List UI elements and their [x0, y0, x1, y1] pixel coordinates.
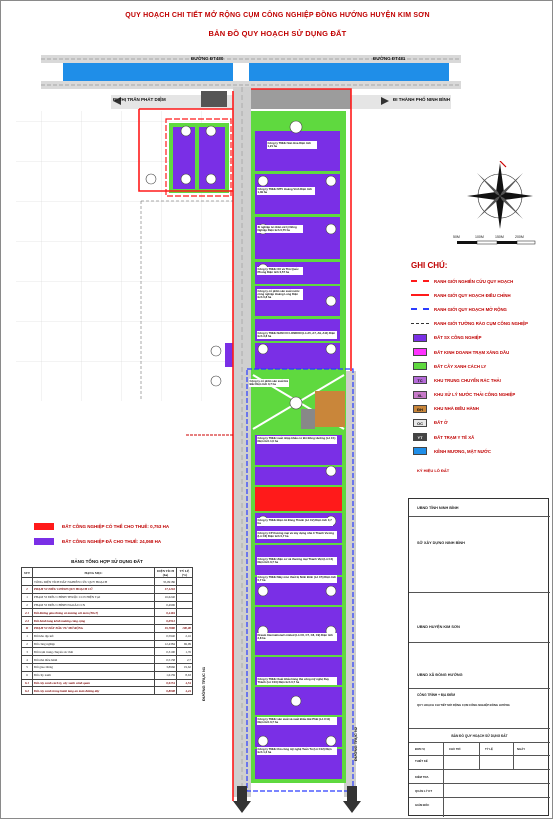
tb-drawing-name: BẢN ĐỒ QUY HOẠCH SỬ DỤNG ĐẤT	[409, 729, 550, 743]
plot-label: Công ty TNHH sản xuất và xuất khẩu Hải Phát (Lô C11) Diện tích 0,7 ha	[257, 717, 337, 725]
plot-label: Công ty TNHH điện cơ và thương mại Thanh Việt (Lô C4) Diện tích 0,7 ha	[257, 557, 337, 565]
table-cell-stt: 3	[22, 648, 33, 656]
table-cell-percent: 100,00	[177, 624, 193, 632]
table-cell-item: Đất nhà điều hành	[33, 656, 155, 664]
table-cell-area: 17,1216	[155, 585, 177, 593]
table-cell-area: 0,8008	[155, 687, 177, 695]
legend-item: RANH GIỚI TƯỜNG RÀO CỤM CÔNG NGHIỆP	[411, 317, 551, 331]
legend-item: TC KHU TRUNG CHUYỂN RÁC THẢI	[411, 373, 551, 387]
table-cell-area: 0,5158	[155, 656, 177, 664]
table-cell-item: Đất giao thông	[33, 663, 155, 671]
legend-item: YT ĐẤT TRẠM Y TẾ XÃ	[411, 430, 551, 444]
title-block	[408, 498, 549, 816]
table-cell-area: 19,7680	[155, 624, 177, 632]
land-key-leased: ĐẤT CÔNG NGHIỆP ĐÃ CHO THUÊ: 24,068 HA	[34, 538, 234, 545]
plot-label: Công ty TNHH Xuất khẩu hàng thủ công mỹ nghệ Duy Thành (Lô C10) Diện tích 0,7 ha	[257, 677, 337, 685]
table-cell-stt: 2	[22, 601, 33, 609]
table-cell-item: Đất trạm trung chuyển rác thải	[33, 648, 155, 656]
direction-right: ĐI THÀNH PHỐ NINH BÌNH	[393, 97, 450, 102]
table-row	[22, 663, 193, 671]
table-cell-percent: 2,7	[177, 656, 193, 664]
map-subtitle: BẢN ĐỒ QUY HOẠCH SỬ DỤNG ĐẤT	[208, 29, 347, 38]
legend-item: ĐẤT KINH DOANH TRẠM XĂNG DẦU	[411, 345, 551, 359]
table-row	[22, 624, 193, 632]
table-cell-stt: 2.2	[22, 617, 33, 625]
table-cell-stt: 4	[22, 656, 33, 664]
table-row	[22, 578, 193, 586]
scale-label: 150M	[495, 235, 504, 239]
plot-symbol-note: KÝ HIỆU LÔ ĐẤT	[417, 468, 450, 473]
table-cell-item: Đất cây xanh	[33, 671, 155, 679]
table-cell-percent	[177, 617, 193, 625]
table-cell-area: 1,6159	[155, 671, 177, 679]
table-row	[22, 593, 193, 601]
table-row	[22, 601, 193, 609]
table-row	[22, 656, 193, 664]
plot-n1	[255, 131, 340, 171]
table-cell-area: 16,6240	[155, 593, 177, 601]
plot-label: Công ty CP thương mại và xây dựng nhà ở Thanh Vương (Lô C3) Diện tích 0,7 ha	[257, 531, 337, 539]
gate-area	[251, 89, 351, 109]
table-cell-percent: 8,63	[177, 671, 193, 679]
table-cell-area: 0,4996	[155, 601, 177, 609]
legend-item: OC ĐẤT Ở	[411, 416, 551, 430]
wastewater-block	[315, 391, 345, 427]
table-cell-stt: 1	[22, 593, 33, 601]
table-cell-stt	[22, 578, 33, 586]
legend-item: RANH GIỚI QUY HOẠCH ĐIỀU CHỈNH	[411, 288, 551, 302]
plot-label: Công ty TNHH Điện tử Đông Thành (Lô C2) Diện tích 0,7 ha	[257, 517, 332, 525]
plot-label: Công ty TNHH Sản Hòa Diện tích 1,21 ha	[267, 141, 317, 149]
table-cell-stt: I	[22, 585, 33, 593]
table-cell-item: Đất kho tập kết	[33, 632, 155, 640]
table-cell-item: Đất đường giao thông và mương xói mòn (ĐGT)	[33, 609, 155, 617]
plot-label: Công ty TNHH XX và Thủ Quốc Phong Diện tích 0,57 ha	[257, 267, 303, 275]
plot-label: Công ty TNHH thủ công mỹ nghệ Tuấn Tú (Lô C12) Diện tích 1,2 ha	[257, 747, 337, 755]
plot-label: Công ty TNHH MTV Hoàng Vinh Diện tích 1,49 ha	[257, 187, 315, 195]
tb-cell: NGÀY	[517, 747, 526, 751]
table-cell-area: 0,5940	[155, 632, 177, 640]
road-bottom-left: ĐƯỜNG TRỤC N1	[201, 666, 206, 701]
plot-n3	[255, 217, 340, 259]
table-header: DIỆN TÍCH (ha)	[155, 568, 177, 578]
legend-item: KÊNH MƯƠNG, MẶT NƯỚC	[411, 444, 551, 458]
table-cell-area: 0,3100	[155, 648, 177, 656]
table-cell-item: Đất hành lang kênh mương công cộng	[33, 617, 155, 625]
table-cell-item: PHẠM VI ĐIỀU CHỈNH NGOÀI CCN	[33, 601, 155, 609]
table-cell-stt: 5	[22, 663, 33, 671]
table-title: BẢNG TỔNG HỢP SỬ DỤNG ĐẤT	[71, 559, 143, 564]
land-key-available: ĐẤT CÔNG NGHIỆP CÓ THỂ CHO THUÊ: 0,753 HA	[34, 523, 234, 530]
table-cell-percent	[177, 578, 193, 586]
scale-label: 100M	[475, 235, 484, 239]
table-cell-item: Đất cây xanh trong hành lang an toàn đường dây	[33, 687, 155, 695]
tb-cell: GIÁM ĐỐC	[415, 803, 430, 807]
table-cell-area: 3,8966	[155, 663, 177, 671]
table-header: HẠNG MỤC	[33, 568, 155, 578]
north-arrow-icon	[465, 161, 535, 231]
table-cell-percent: 69,99	[177, 640, 193, 648]
tb-cell: TỶ LỆ	[485, 747, 493, 751]
legend	[411, 261, 551, 458]
tb-cell: ĐƠN VỊ	[415, 747, 425, 751]
road-label-left: ĐƯỜNG ĐT480	[191, 56, 224, 61]
legend-item: RANH GIỚI NGHIÊN CỨU QUY HOẠCH	[411, 274, 551, 288]
plot-label: Dream International Limited (Lô C6, C7, C8, C9) Diện tích 2,8 ha	[257, 633, 337, 641]
table-cell-item: PHẠM VI ĐIỀU CHỈNH QUY HOẠCH CŨ	[33, 585, 155, 593]
plot-label: Công ty cổ phần sản xuất nước công nghiệp Hoàng Long Diện tích 0,8 ha	[257, 289, 303, 300]
table-cell-percent	[177, 585, 193, 593]
direction-left: ĐI THỊ TRẤN PHÁT DIỆM	[113, 97, 166, 102]
table-cell-percent: 1,76	[177, 648, 193, 656]
scale-label: 50M	[453, 235, 460, 239]
tb-cell: CHỦ TRÌ	[449, 747, 461, 751]
legend-item: RANH GIỚI QUY HOẠCH MỞ RỘNG	[411, 302, 551, 316]
tb-cell: KIỂM TRA	[415, 775, 429, 779]
canal-left	[63, 63, 233, 81]
table-row	[22, 679, 193, 687]
table-cell-percent: 19,62	[177, 663, 193, 671]
table-cell-stt: 6	[22, 671, 33, 679]
table-row	[22, 687, 193, 695]
table-cell-item: Đất cây xanh cách ly, cây xanh cảnh quan	[33, 679, 155, 687]
plot-label: Công ty TNHH xuất nhập khẩu cơ khí Đông Hướng (Lô C1) Diện tích 1,0 ha	[257, 435, 336, 443]
legend-item: ĐẤT SX CÔNG NGHIỆP	[411, 331, 551, 345]
plot-available	[255, 487, 342, 511]
table-cell-percent	[177, 601, 193, 609]
west-building	[201, 91, 227, 107]
table-row	[22, 632, 193, 640]
tb-project: CÔNG TRÌNH + ĐỊA ĐIỂM QUY HOẠCH CHI TIẾT MỞ RỘNG CỤM CÔNG NGHIỆP ĐỒNG HƯỚNG	[409, 689, 550, 729]
table-row	[22, 648, 193, 656]
plot-label: Công ty TNHH Máy móc thiết bị Ninh Bình (Lô C5) Diện tích 0,7 ha	[257, 574, 337, 582]
legend-title: GHI CHÚ:	[411, 261, 448, 270]
plot-label: Công ty cổ phần sản xuất Hà Bắc Diện tích 0,7 ha	[249, 378, 288, 386]
table-cell-percent: 4,54	[177, 679, 193, 687]
table-cell-area: 0,0512	[155, 617, 177, 625]
plot-label: Công ty TNHH NAM CO LONDON (Lô A5, A7, A9, A11) Diện tích 3,8 ha	[257, 330, 336, 338]
table-cell-stt: 2.1	[22, 609, 33, 617]
plot-w1	[225, 343, 233, 367]
map-title: QUY HOẠCH CHI TIẾT MỞ RỘNG CỤM CÔNG NGHIỆP ĐỒNG HƯỚNG HUYỆN KIM SƠN	[125, 12, 430, 19]
tb-commune: UBND XÃ ĐỒNG HƯỚNG	[409, 643, 550, 689]
table-header: TỶ LỆ (%)	[177, 568, 193, 578]
plot-label: Xí nghiệp tư nhân xử lý Nông Nghiệp Diện tích 0,75 ha	[257, 225, 303, 233]
tb-dept: SỞ XÂY DỰNG NINH BÌNH	[409, 517, 550, 593]
land-use-table	[21, 559, 193, 695]
canal-right	[249, 63, 449, 81]
table-cell-area: 0,4484	[155, 609, 177, 617]
scale-label: 200M	[515, 235, 524, 239]
tb-cell: THIẾT KẾ	[415, 759, 428, 763]
legend-item: ĐẤT CÂY XANH CÁCH LY	[411, 359, 551, 373]
legend-item: XL KHU XỬ LÝ NƯỚC THẢI CÔNG NGHIỆP	[411, 388, 551, 402]
building-center	[301, 409, 315, 429]
table-row	[22, 609, 193, 617]
road-bottom-right: ĐƯỜNG TRỤC N2	[353, 726, 358, 761]
table-header: STT	[22, 568, 33, 578]
table-cell-area: 12,4384	[155, 640, 177, 648]
table-row	[22, 585, 193, 593]
table-cell-percent	[177, 593, 193, 601]
table-row	[22, 671, 193, 679]
table-cell-percent: 2,16	[177, 632, 193, 640]
table-cell-item: PHẠM VI ĐIỀU CHỈNH THUỘC CCN HIỆN TẠI	[33, 593, 155, 601]
table-cell-area: 35,09186	[155, 578, 177, 586]
tb-province: UBND TỈNH NINH BÌNH	[409, 499, 550, 517]
table-cell-item: Đất công nghiệp	[33, 640, 155, 648]
table-cell-stt: II	[22, 624, 33, 632]
table-cell-area: 0,9154	[155, 679, 177, 687]
table-cell-stt: 2	[22, 640, 33, 648]
tb-district: UBND HUYỆN KIM SƠN	[409, 593, 550, 643]
table-row	[22, 617, 193, 625]
table-cell-stt: 6.2	[22, 687, 33, 695]
table-cell-percent: 4,24	[177, 687, 193, 695]
table-cell-percent	[177, 609, 193, 617]
table-cell-stt: 6.1	[22, 679, 33, 687]
table-cell-item: TỔNG DIỆN TÍCH ĐẤT NGHIÊN CỨU QUY HOẠCH	[33, 578, 155, 586]
table-cell-stt: 1	[22, 632, 33, 640]
table-row	[22, 640, 193, 648]
tb-cell: QUẢN LÝ KT	[415, 789, 433, 793]
table-cell-item: PHẠM VI ĐẤT ĐẦU TƯ MỞ RỘNG	[33, 624, 155, 632]
legend-item: ĐH KHU NHÀ ĐIỀU HÀNH	[411, 402, 551, 416]
road-label-right: ĐƯỜNG ĐT481	[373, 56, 406, 61]
